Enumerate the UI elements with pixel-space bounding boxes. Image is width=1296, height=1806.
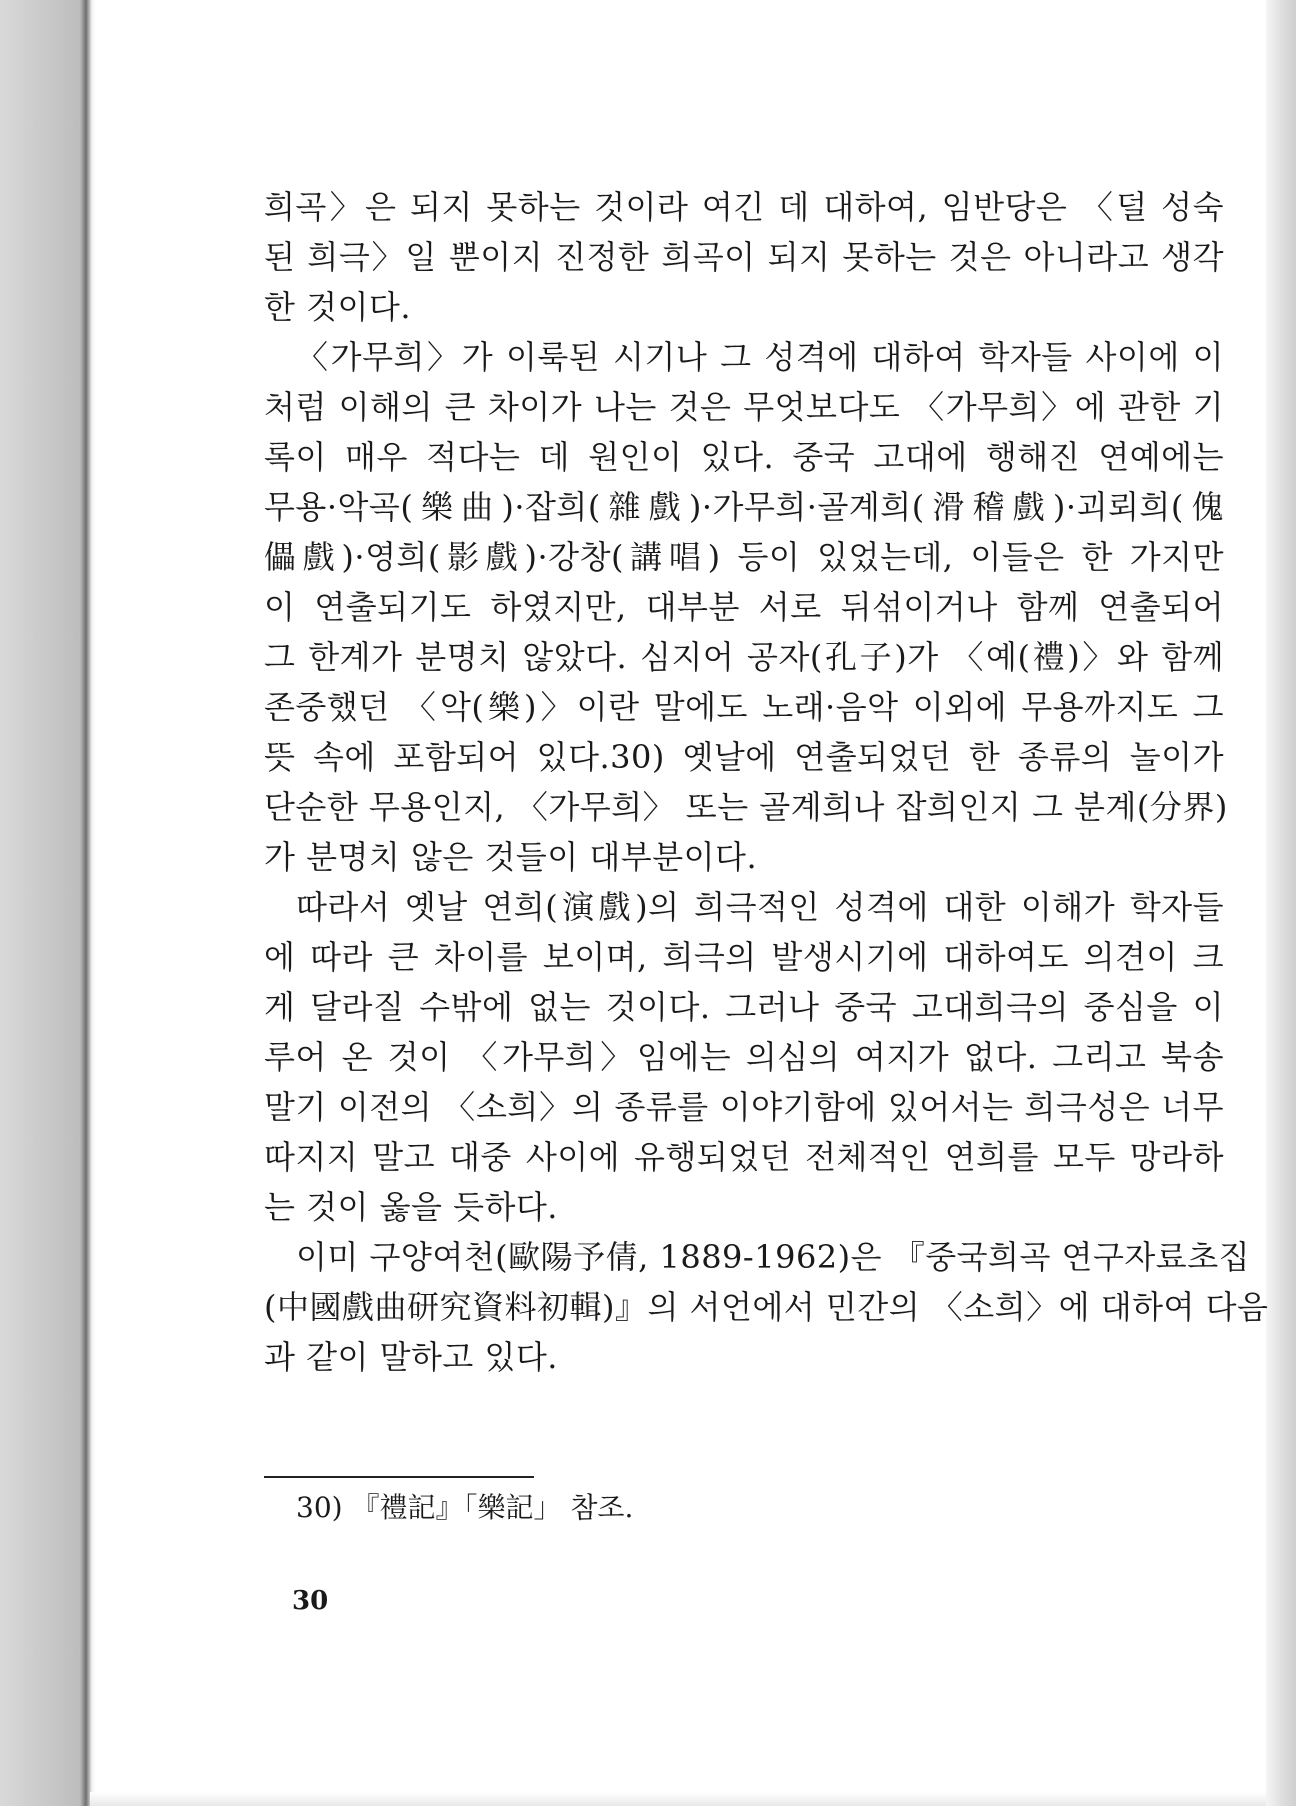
text-line: 희곡〉은 되지 못하는 것이라 여긴 데 대하여, 임반당은 〈덜 성숙 xyxy=(264,188,1224,226)
text-line: 뜻 속에 포함되어 있다.30) 옛날에 연출되었던 한 종류의 놀이가 xyxy=(264,738,1224,776)
text-line: 이 연출되기도 하였지만, 대부분 서로 뒤섞이거나 함께 연출되어 xyxy=(264,588,1224,626)
text-line: 가 분명치 않은 것들이 대부분이다. xyxy=(264,838,758,876)
text-line: 이미 구양여천(歐陽予倩, 1889-1962)은 『중국희곡 연구자료초집 xyxy=(296,1238,1251,1276)
text-line: 에 따라 큰 차이를 보이며, 희극의 발생시기에 대하여도 의견이 크 xyxy=(264,938,1224,976)
text-line: 루어 온 것이 〈가무희〉임에는 의심의 여지가 없다. 그리고 북송 xyxy=(264,1038,1224,1076)
page-number: 30 xyxy=(292,1586,329,1616)
text-line: 는 것이 옳을 듯하다. xyxy=(264,1188,558,1226)
text-line: 따지지 말고 대중 사이에 유행되었던 전체적인 연희를 모두 망라하 xyxy=(264,1138,1224,1176)
text-line: 단순한 무용인지, 〈가무희〉 또는 골계희나 잡희인지 그 분계(分界) xyxy=(264,788,1228,826)
text-line: 과 같이 말하고 있다. xyxy=(264,1338,558,1376)
text-line: 儡戲)·영희(影戲)·강창(講唱) 등이 있었는데, 이들은 한 가지만 xyxy=(264,538,1224,576)
text-line: 존중했던 〈악(樂)〉이란 말에도 노래·음악 이외에 무용까지도 그 xyxy=(264,688,1224,726)
text-line: 록이 매우 적다는 데 원인이 있다. 중국 고대에 행해진 연예에는 xyxy=(264,438,1224,476)
text-line: 무용·악곡(樂曲)·잡희(雜戲)·가무희·골계희(滑稽戲)·괴뢰희(傀 xyxy=(264,488,1224,526)
text-line: 한 것이다. xyxy=(264,288,411,326)
body-text xyxy=(264,182,1269,1382)
text-line: 게 달라질 수밖에 없는 것이다. 그러나 중국 고대희극의 중심을 이 xyxy=(264,988,1224,1026)
footnote-divider xyxy=(264,1476,534,1478)
text-line: 그 한계가 분명치 않았다. 심지어 공자(孔子)가 〈예(禮)〉와 함께 xyxy=(264,638,1224,676)
book-page xyxy=(96,0,1269,1806)
text-line: 된 희극〉일 뿐이지 진정한 희곡이 되지 못하는 것은 아니라고 생각 xyxy=(264,238,1224,276)
text-line: 말기 이전의 〈소희〉의 종류를 이야기함에 있어서는 희극성은 너무 xyxy=(264,1088,1224,1126)
text-line: 처럼 이해의 큰 차이가 나는 것은 무엇보다도 〈가무희〉에 관한 기 xyxy=(264,388,1224,426)
footnote: 30) 『禮記』「樂記」 참조. xyxy=(296,1491,634,1524)
text-line: 〈가무희〉가 이룩된 시기나 그 성격에 대하여 학자들 사이에 이 xyxy=(296,338,1224,376)
text-line: 따라서 옛날 연희(演戲)의 희극적인 성격에 대한 이해가 학자들 xyxy=(296,888,1224,926)
scan-bottom-edge xyxy=(90,1792,1266,1806)
text-line: (中國戲曲研究資料初輯)』의 서언에서 민간의 〈소희〉에 대하여 다음 xyxy=(264,1288,1269,1326)
scan-left-edge xyxy=(0,0,96,1806)
